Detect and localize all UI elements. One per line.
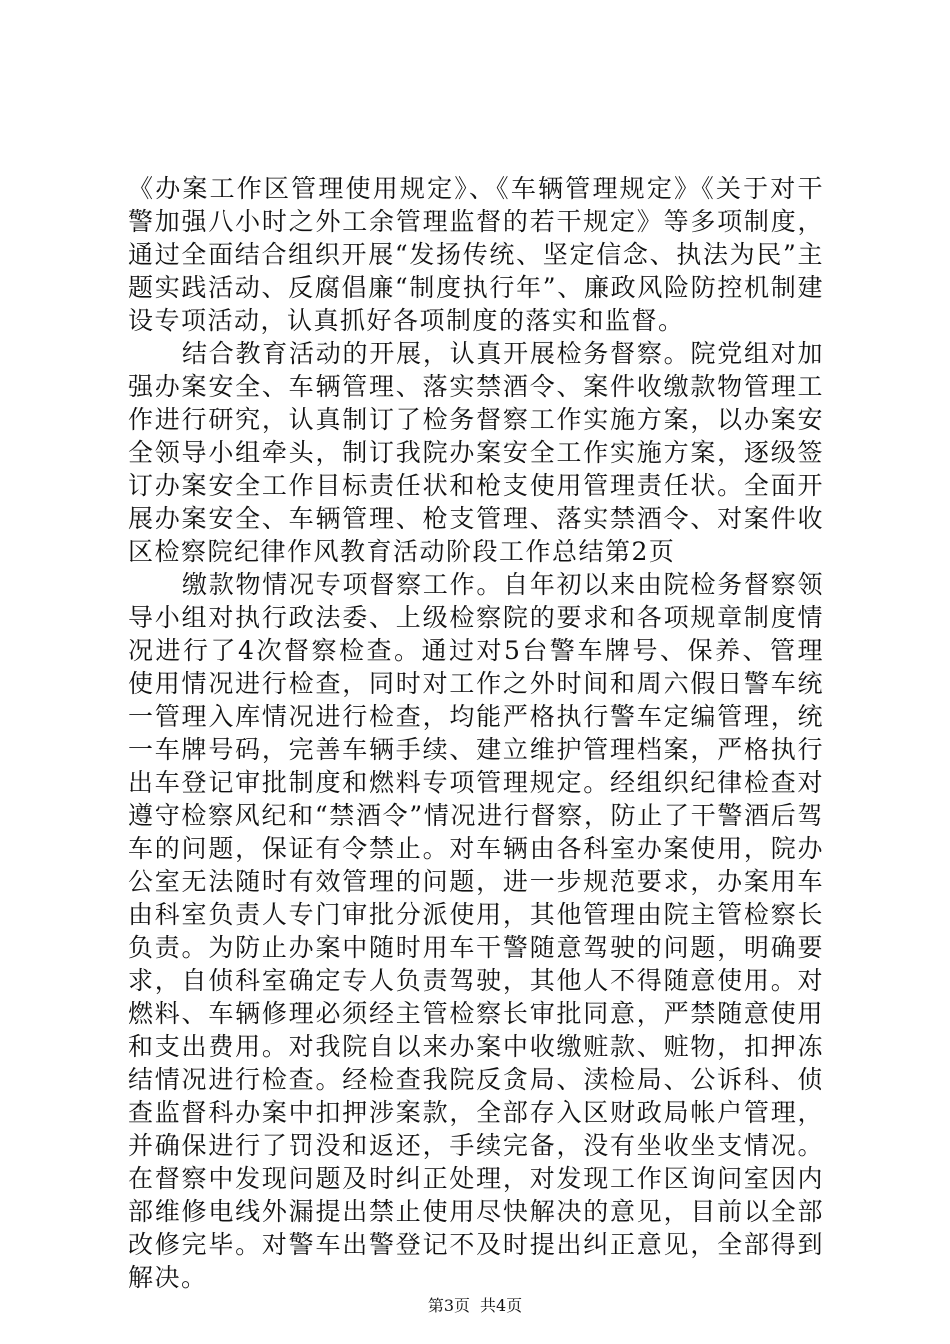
paragraph-1: 《办案工作区管理使用规定》、《车辆管理规定》《关于对干警加强八小时之外工余管理监督的若干规定》等多项制度，通过全面结合组织开展“发扬传统、坚定信念、执法为民”主题实践活动、反腐倡廉“制度执行年”、廉政风险防控机制建设专项活动，认真抓好各项制度的落实和监督。 bbox=[128, 174, 824, 335]
page-footer bbox=[0, 1296, 950, 1316]
document-body bbox=[128, 172, 824, 1294]
paragraph-2: 结合教育活动的开展，认真开展检务督察。院党组对加强办案安全、车辆管理、落实禁酒令、案件收缴款物管理工作进行研究，认真制订了检务督察工作实施方案，以办案安全领导小组牵头，制订我院办案安全工作实施方案，逐级签订办案安全工作目标责任状和枪支使用管理责任状。全面开展办案安全、车辆管理、枪支管理、落实禁酒令、对案件收区检察院纪律作风教育活动阶段工作总结第2页 bbox=[128, 339, 824, 566]
paragraph-3: 缴款物情况专项督察工作。自年初以来由院检务督察领导小组对执行政法委、上级检察院的要求和各项规章制度情况进行了4次督察检查。通过对5台警车牌号、保养、管理使用情况进行检查，同时对工作之外时间和周六假日警车统一管理入库情况进行检查，均能严格执行警车定编管理，统一车牌号码，完善车辆手续、建立维护管理档案，严格执行出车登记审批制度和燃料专项管理规定。经组织纪律检查对遵守检察风纪和“禁酒令”情况进行督察，防止了干警酒后驾车的问题，保证有令禁止。对车辆由各科室办案使用，院办公室无法随时有效管理的问题，进一步规范要求，办案用车由科室负责人专门审批分派使用，其他管理由院主管检察长负责。为防止办案中随时用车干警随意驾驶的问题，明确要求，自侦科室确定专人负责驾驶，其他人不得随意使用。对燃料、车辆修理必须经主管检察长审批同意，严禁随意使用和支出费用。对我院自以来办案中收缴赃款、赃物，扣押冻结情况进行检查。经检查我院反贪局、渎检局、公诉科、侦查监督科办案中扣押涉案款，全部存入区财政局帐户管理，并确保进行了罚没和返还，手续完备，没有坐收坐支情况。在督察中发现问题及时纠正处理，对发现工作区询问室因内部维修电线外漏提出禁止使用尽快解决的意见，目前以全部改修完毕。对警车出警登记不及时提出纠正意见，全部得到解决。 bbox=[128, 570, 824, 1292]
page-number-total: 共4页 bbox=[480, 1296, 523, 1315]
page-number-current: 第3页 bbox=[427, 1296, 470, 1315]
